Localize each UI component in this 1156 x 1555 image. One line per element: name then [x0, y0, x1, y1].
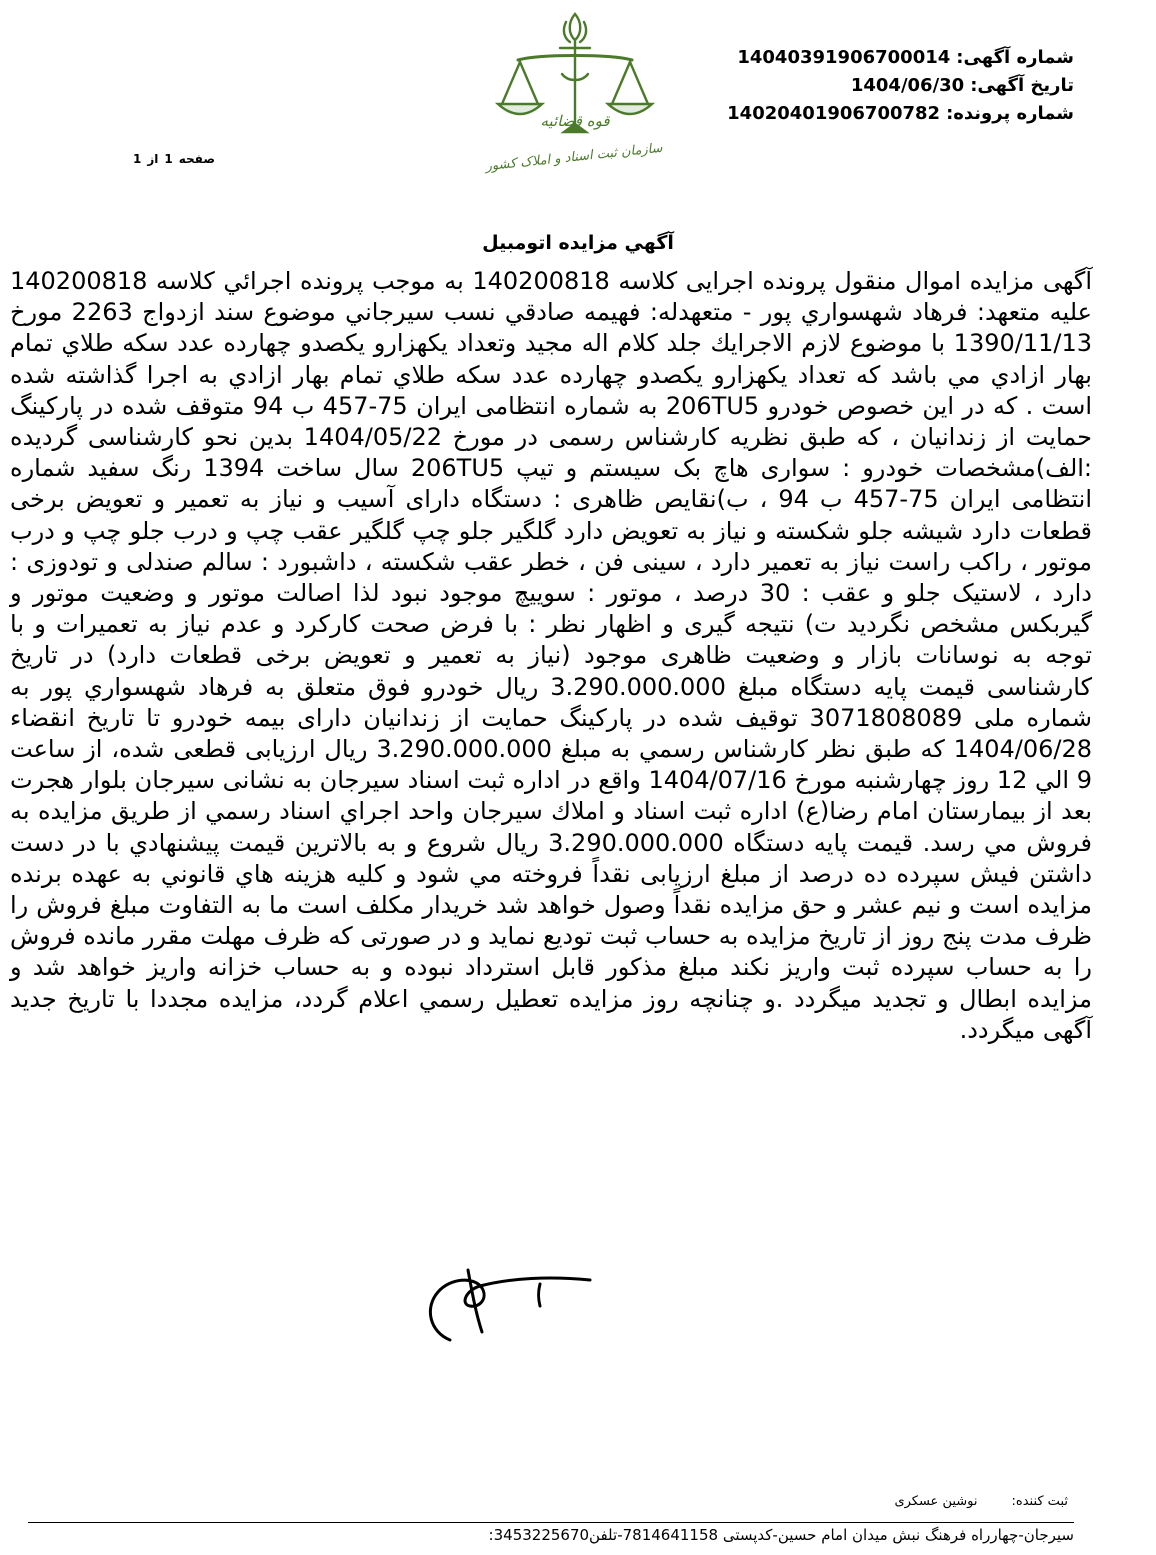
registrar-name: نوشین عسکری [894, 1494, 978, 1509]
ad-number-label: شماره آگهی: [956, 47, 1074, 68]
page-number [130, 152, 218, 166]
org-name: سازمان ثبت اسناد و املاک کشور [484, 140, 664, 175]
page-of: از [147, 152, 159, 166]
notice-body: آگهی مزایده اموال منقول پرونده اجرایی کلاسه 140200818 به موجب پرونده اجرائي كلاسه 140200818 عليه متعهد: فرهاد شهسواري پور - متعهدله: فهيمه صادقي نسب سيرجاني موضوع سند ازدواج 2263 مورخ 1390/11/13 با موضوع لازم الاجرايك جلد كلام اله مجيد وتعداد يكهزارو يكصدو چهارده عدد سكه طلاي تمام بهار ازادي مي باشد كه تعداد يكهزارو يكصدو چهارده عدد سكه طلاي تمام بهار ازادي به اجرا گذاشته شده است . که در این خصوص خودرو 206TU5 به شماره انتظامی ایران 75-457 ب 94 متوقف شده در پارکینگ حمایت از زندانیان ، که طبق نظریه کارشناس رسمی در مورخ 1404/05/22 بدین نحو کارشناسی گردیده :الف)مشخصات خودرو : سواری هاچ بک سیستم و تیپ 206TU5 سال ساخت 1394 رنگ سفید شماره انتظامی ایران 75-457 ب 94 ، ب)نقایص ظاهری : دستگاه دارای آسیب و نیاز به تعمیر و تعویض برخی قطعات دارد شیشه جلو شکسته و نیاز به تعویض دارد گلگیر جلو چپ گلگیر عقب چپ و درب جلو چپ و درب موتور ، راکب راست نیاز به تعمیر دارد ، سینی فن ، خطر عقب شکسته ، داشبورد : سالم صندلی و تودوزی : دارد ، لاستیک جلو و عقب : 30 درصد ، موتور : سوییچ موجود نبود لذا اصالت موتور و وضعیت موتور و گیربکس مشخص نگردید ت) نتیجه گیری و اظهار نظر : با فرض صحت کارکرد و عدم نیاز به تعمیرات و با توجه به نوسانات بازار و وضعیت ظاهری موجود (نیاز به تعمیر و تعویض برخی قطعات دارد) در تاریخ کارشناسی قیمت پایه دستگاه مبلغ 3.290.000.000 ریال خودرو فوق متعلق به فرهاد شهسواري پور به شماره ملی 3071808089 توقیف شده در پارکینگ حمایت از زندانیان دارای بیمه خودرو تا تاریخ انقضاء 1404/06/28 كه طبق نظر كارشناس رسمي به مبلغ 3.290.000.000 ريال ارزيابی قطعی شده، از ساعت 9 الي 12 روز چهارشنبه مورخ 1404/07/16 واقع در اداره ثبت اسناد سیرجان به نشانی سیرجان بلوار هجرت بعد از بیمارستان امام رضا(ع) اداره ثبت اسناد و املاك سيرجان واحد اجراي اسناد رسمي از طريق مزايده به فروش مي رسد. قیمت پایه دستگاه 3.290.000.000 ریال شروع و به بالاترين قيمت پيشنهادي با در دست داشتن فيش سپرده ده درصد از مبلغ ارزيابی نقداً فروخته مي شود و كليه هزينه هاي قانوني به عهده برنده مزايده است و نيم عشر و حق مزايده نقداً وصول خواهد شد خريدار مكلف است ما به التفاوت مبلغ فروش را ظرف مدت پنج روز از تاريخ مزايده به حساب ثبت توديع نمايد و در صورتی كه ظرف مهلت مقرر مانده فروش را به حساب سپرده ثبت واريز نكند مبلغ مذكور قابل استرداد نبوده و به حساب خزانه واريز خواهد شد و مزايده ابطال و تجديد ميگردد .و چنانچه روز مزايده تعطيل رسمي اعلام گردد، مزايده مجددا با تاريخ جديد آگهی ميگردد. [10, 267, 1093, 1044]
page-label: صفحه [178, 152, 215, 166]
ad-number: 14040391906700014 [737, 47, 951, 68]
page-total: 1 [133, 152, 142, 166]
ad-date: 1404/06/30 [850, 75, 965, 96]
registrar-label: ثبت کننده: [1011, 1494, 1068, 1509]
file-number-label: شماره پرونده: [946, 103, 1074, 124]
ad-date-row [727, 72, 1074, 100]
footer-address: سیرجان-چهارراه فرهنگ نبش میدان امام حسین-کدپستی 7814641158-تلفن3453225670: [488, 1526, 1074, 1544]
document-title: آگهي مزايده اتومبيل [482, 232, 674, 254]
ad-date-label: تاریخ آگهی: [970, 75, 1074, 96]
footer-divider [28, 1522, 1074, 1523]
ad-meta [727, 44, 1074, 128]
file-number: 14020401906700782 [727, 103, 941, 124]
file-number-row [727, 100, 1074, 128]
page-current: 1 [164, 152, 173, 166]
signature-icon [420, 1262, 620, 1346]
registrar [894, 1494, 1068, 1509]
ad-number-row [727, 44, 1074, 72]
emblem-caption: قوه قضائیه [540, 112, 610, 130]
